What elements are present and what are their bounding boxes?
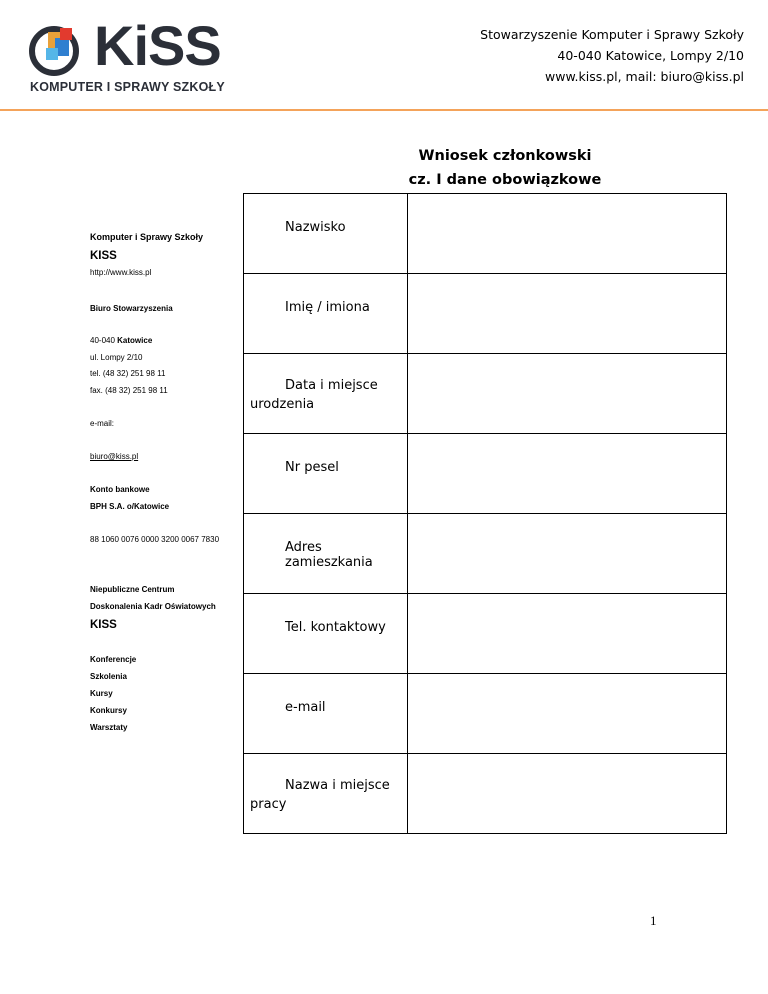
form-label	[244, 354, 408, 434]
form-row-email	[244, 674, 727, 754]
form-label	[244, 754, 408, 834]
document-title: Wniosek członkowski	[418, 148, 592, 164]
form-row-phone	[244, 594, 727, 674]
sidebar-email-link[interactable]: biuro@kiss.pl	[90, 452, 139, 461]
sidebar-center-short: KISS	[90, 619, 117, 631]
page-number: 1	[650, 913, 657, 928]
form-row-surname	[244, 194, 727, 274]
pesel-field[interactable]	[408, 434, 727, 514]
form-label	[244, 274, 408, 354]
org-name: Stowarzyszenie Komputer i Sprawy Szkoły	[480, 27, 744, 42]
sidebar-street: ul. Lompy 2/10	[90, 353, 143, 362]
birth-date-place-field[interactable]	[408, 354, 727, 434]
sidebar-email-label: e-mail:	[90, 419, 115, 428]
logo-wordmark: KiSS	[94, 14, 221, 77]
sidebar-fax: fax. (48 32) 251 98 11	[90, 386, 168, 395]
logo-emblem-icon	[28, 22, 86, 80]
form-row-address	[244, 514, 727, 594]
form-label-text: Imię / imiona	[285, 300, 370, 315]
logo-tagline: KOMPUTER I SPRAWY SZKOŁY	[30, 80, 225, 94]
workplace-field[interactable]	[408, 754, 727, 834]
form-label	[244, 434, 408, 514]
membership-form	[243, 193, 727, 834]
sidebar-bank-name: BPH S.A. o/Katowice	[90, 502, 170, 511]
header-divider	[0, 109, 768, 111]
form-label-text: Nazwisko	[285, 220, 346, 235]
sidebar-org-short: KISS	[90, 250, 117, 262]
phone-field[interactable]	[408, 594, 727, 674]
first-names-field[interactable]	[408, 274, 727, 354]
form-label	[244, 594, 408, 674]
sidebar-bank-account: 88 1060 0076 0000 3200 0067 7830	[90, 535, 220, 544]
sidebar-offer: Konkursy	[90, 706, 127, 715]
sidebar-city: Katowice	[117, 336, 153, 345]
form-label-text: e-mail	[285, 700, 326, 715]
form-label-text: Tel. kontaktowy	[285, 620, 386, 635]
form-row-workplace	[244, 754, 727, 834]
form-label-text: Adres zamieszkania	[285, 540, 373, 570]
address-field[interactable]	[408, 514, 727, 594]
sidebar-city-line	[90, 336, 152, 345]
form-label-text: Nazwa i miejsce pracy	[250, 778, 390, 812]
form-label-text: Nr pesel	[285, 460, 339, 475]
form-row-names	[244, 274, 727, 354]
sidebar-bank-label: Konto bankowe	[90, 485, 150, 494]
sidebar-offer: Warsztaty	[90, 723, 128, 732]
form-label-text: Data i miejsce urodzenia	[250, 378, 378, 412]
form-row-birth	[244, 354, 727, 434]
sidebar-center-line2: Doskonalenia Kadr Oświatowych	[90, 602, 216, 611]
sidebar-offer: Szkolenia	[90, 672, 127, 681]
sidebar-office-label: Biuro Stowarzyszenia	[90, 304, 173, 313]
sidebar-offer: Kursy	[90, 689, 113, 698]
email-field[interactable]	[408, 674, 727, 754]
form-row-pesel	[244, 434, 727, 514]
kiss-logo	[28, 14, 238, 98]
sidebar-offer: Konferencje	[90, 655, 137, 664]
org-contact: www.kiss.pl, mail: biuro@kiss.pl	[545, 69, 744, 84]
form-label	[244, 674, 408, 754]
org-address: 40-040 Katowice, Lompy 2/10	[557, 48, 744, 63]
document-subtitle: cz. I dane obowiązkowe	[408, 172, 602, 188]
sidebar-org-name: Komputer i Sprawy Szkoły	[90, 232, 204, 242]
form-label	[244, 194, 408, 274]
sidebar-postcode: 40-040	[90, 336, 115, 345]
sidebar-website: http://www.kiss.pl	[90, 268, 152, 277]
org-header	[480, 24, 744, 87]
form-label	[244, 514, 408, 594]
surname-field[interactable]	[408, 194, 727, 274]
sidebar-tel: tel. (48 32) 251 98 11	[90, 369, 166, 378]
sidebar-center-line1: Niepubliczne Centrum	[90, 585, 175, 594]
